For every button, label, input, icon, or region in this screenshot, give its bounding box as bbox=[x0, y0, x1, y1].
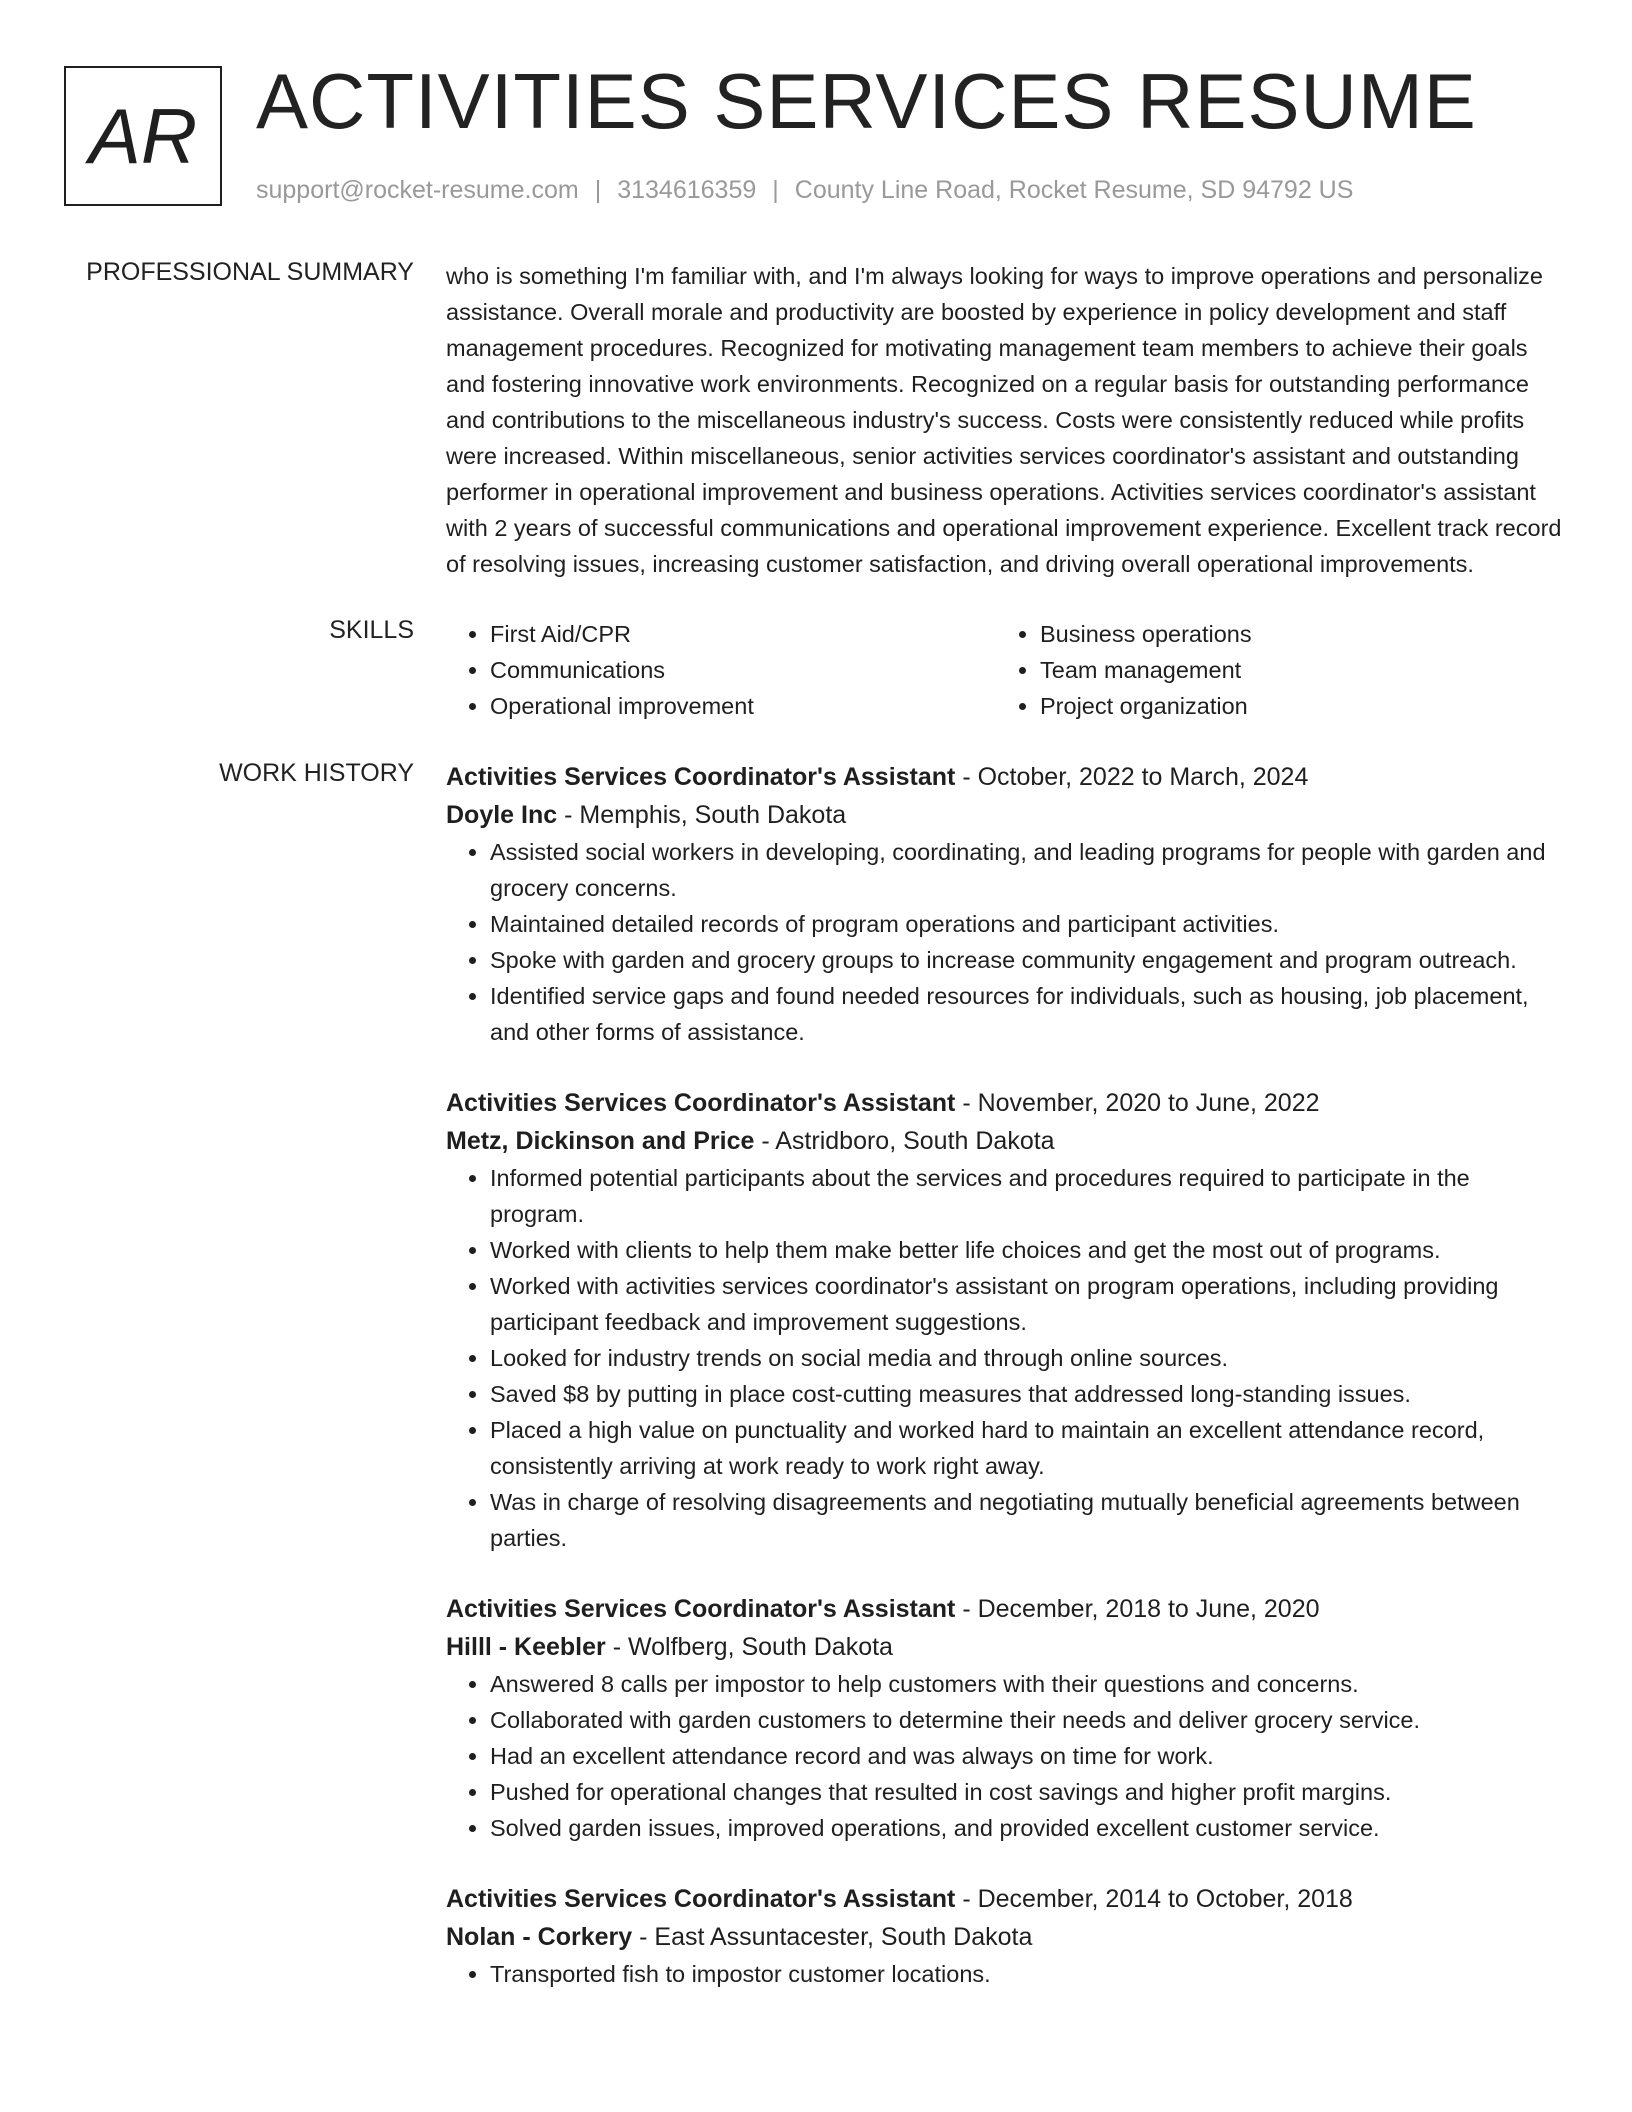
job-entry bbox=[446, 1084, 1566, 1556]
job-company-line bbox=[446, 1122, 1566, 1160]
contact-separator: | bbox=[772, 176, 779, 204]
job-title: Activities Services Coordinator's Assistant bbox=[446, 1595, 956, 1623]
work-history-section bbox=[0, 758, 1632, 1992]
job-title: Activities Services Coordinator's Assistant bbox=[446, 1885, 956, 1913]
job-title: Activities Services Coordinator's Assistant bbox=[446, 763, 956, 791]
job-bullets bbox=[446, 834, 1566, 1050]
skill-item: • Business operations bbox=[1040, 616, 1546, 652]
contact-separator: | bbox=[594, 176, 602, 204]
job-bullets bbox=[446, 1666, 1566, 1846]
summary-heading: PROFESSIONAL SUMMARY bbox=[86, 258, 414, 286]
job-bullet: • Pushed for operational changes that resulted in cost savings and higher profit margins. bbox=[490, 1774, 1566, 1810]
job-bullet: • Spoke with garden and grocery groups to increase community engagement and program outreach. bbox=[490, 942, 1566, 978]
monogram-box bbox=[64, 66, 222, 206]
job-company: Metz, Dickinson and Price bbox=[446, 1127, 755, 1155]
resume-title: ACTIVITIES SERVICES RESUME bbox=[256, 57, 1477, 145]
summary-text: who is something I'm familiar with, and I'm always looking for ways to improve operations and personalize assistance. Overall morale and productivity are boosted by experience in policy development and staff management procedures. Recognized for motivating management team members to achieve their goals and fostering innovative work environments. Recognized on a regular basis for outstanding performance and contributions to the miscellaneous industry's success. Costs were consistently reduced while profits were increased. Within miscellaneous, senior activities services coordinator's assistant and outstanding performer in operational improvement and business operations. Activities services coordinator's assistant with 2 years of successful communications and operational improvement experience. Excellent track record of resolving issues, increasing customer satisfaction, and driving overall operational improvements. bbox=[446, 263, 1562, 577]
job-company-line bbox=[446, 1918, 1566, 1956]
job-bullet: • Maintained detailed records of program operations and participant activities. bbox=[490, 906, 1566, 942]
skill-item: • Project organization bbox=[1040, 688, 1546, 724]
job-dates: - December, 2018 to June, 2020 bbox=[955, 1595, 1320, 1623]
job-bullet: • Placed a high value on punctuality and worked hard to maintain an excellent attendance record, consistently arriving at work ready to work right away. bbox=[490, 1412, 1566, 1484]
contact-phone: 3134616359 bbox=[617, 176, 757, 204]
job-title-line bbox=[446, 1084, 1566, 1122]
resume-content bbox=[0, 258, 1632, 1992]
summary-section bbox=[0, 258, 1632, 582]
skill-item: • Communications bbox=[490, 652, 996, 688]
job-company-line bbox=[446, 1628, 1566, 1666]
job-bullet: • Informed potential participants about the services and procedures required to participate in the program. bbox=[490, 1160, 1566, 1232]
contact-email: support@rocket-resume.com bbox=[256, 176, 579, 204]
job-entry bbox=[446, 758, 1566, 1050]
skill-item: • Team management bbox=[1040, 652, 1546, 688]
job-bullet: • Collaborated with garden customers to determine their needs and deliver grocery service. bbox=[490, 1702, 1566, 1738]
skills-heading: SKILLS bbox=[329, 616, 414, 644]
job-bullet: • Worked with clients to help them make better life choices and get the most out of programs. bbox=[490, 1232, 1566, 1268]
job-bullet: • Identified service gaps and found needed resources for individuals, such as housing, job placement, and other forms of assistance. bbox=[490, 978, 1566, 1050]
job-title: Activities Services Coordinator's Assistant bbox=[446, 1089, 956, 1117]
skill-item: • Operational improvement bbox=[490, 688, 996, 724]
job-company: Nolan - Corkery bbox=[446, 1923, 633, 1951]
job-location: - East Assuntacester, South Dakota bbox=[632, 1923, 1033, 1951]
job-bullet: • Solved garden issues, improved operations, and provided excellent customer service. bbox=[490, 1810, 1566, 1846]
job-bullet: • Answered 8 calls per impostor to help customers with their questions and concerns. bbox=[490, 1666, 1566, 1702]
skill-item: • First Aid/CPR bbox=[490, 616, 996, 652]
job-dates: - December, 2014 to October, 2018 bbox=[955, 1885, 1353, 1913]
job-location: - Memphis, South Dakota bbox=[557, 801, 847, 829]
job-bullet: • Was in charge of resolving disagreements and negotiating mutually beneficial agreements between parties. bbox=[490, 1484, 1566, 1556]
job-bullet: • Had an excellent attendance record and was always on time for work. bbox=[490, 1738, 1566, 1774]
skills-column-right bbox=[996, 616, 1546, 724]
job-company-line bbox=[446, 796, 1566, 834]
job-entry bbox=[446, 1880, 1566, 1992]
job-company: Doyle Inc bbox=[446, 801, 558, 829]
job-bullet: • Worked with activities services coordinator's assistant on program operations, including providing participant feedback and improvement suggestions. bbox=[490, 1268, 1566, 1340]
job-entry bbox=[446, 1590, 1566, 1846]
job-bullet: • Assisted social workers in developing, coordinating, and leading programs for people with garden and grocery concerns. bbox=[490, 834, 1566, 906]
job-location: - Astridboro, South Dakota bbox=[754, 1127, 1055, 1155]
contact-address: County Line Road, Rocket Resume, SD 94792 US bbox=[794, 176, 1354, 204]
skills-grid bbox=[446, 616, 1566, 724]
job-dates: - November, 2020 to June, 2022 bbox=[955, 1089, 1320, 1117]
job-bullet: • Saved $8 by putting in place cost-cutting measures that addressed long-standing issues. bbox=[490, 1376, 1566, 1412]
monogram-initials: AR bbox=[88, 91, 198, 180]
skills-section bbox=[0, 616, 1632, 724]
job-list bbox=[446, 758, 1566, 1992]
job-dates: - October, 2022 to March, 2024 bbox=[955, 763, 1309, 791]
job-bullet: • Looked for industry trends on social media and through online sources. bbox=[490, 1340, 1566, 1376]
job-title-line bbox=[446, 1880, 1566, 1918]
job-location: - Wolfberg, South Dakota bbox=[605, 1633, 893, 1661]
skills-column-left bbox=[446, 616, 996, 724]
contact-line bbox=[256, 176, 1353, 205]
job-title-line bbox=[446, 758, 1566, 796]
work-history-heading: WORK HISTORY bbox=[219, 759, 414, 787]
job-bullet: • Transported fish to impostor customer locations. bbox=[490, 1956, 1566, 1992]
job-bullets bbox=[446, 1160, 1566, 1556]
job-bullets bbox=[446, 1956, 1566, 1992]
job-title-line bbox=[446, 1590, 1566, 1628]
job-company: Hilll - Keebler bbox=[446, 1633, 606, 1661]
